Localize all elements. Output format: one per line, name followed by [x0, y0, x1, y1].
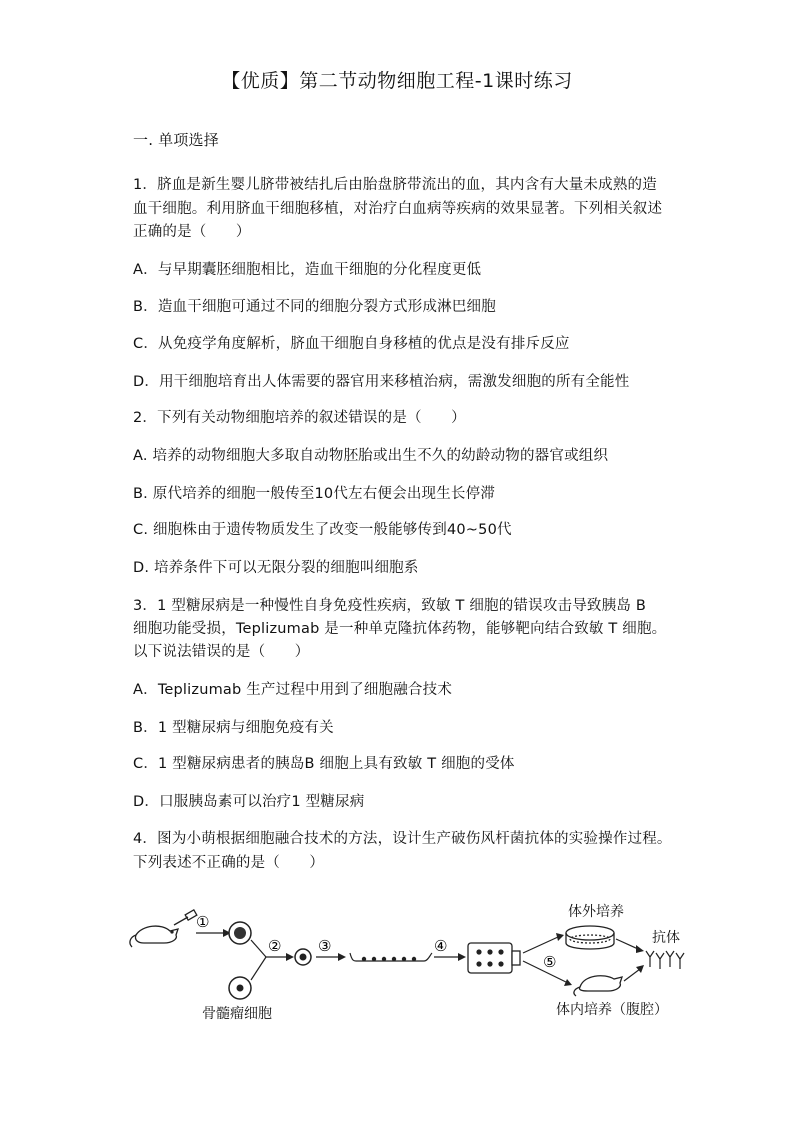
q1-stem-line-2: 血干细胞。利用脐血干细胞移植，对治疗白血病等疾病的效果显著。下列相关叙述	[133, 201, 663, 217]
q3-option-c: C．1 型糖尿病患者的胰岛B 细胞上具有致敏 T 细胞的受体	[133, 756, 515, 772]
monoclonal-antibody-figure	[128, 895, 688, 1025]
q1-option-b: B．造血干细胞可通过不同的细胞分裂方式形成淋巴细胞	[133, 299, 496, 315]
antibody-label: 抗体	[652, 930, 680, 946]
q3-stem-line-1: 3．1 型糖尿病是一种慢性自身免疫性疾病，致敏 T 细胞的错误攻击导致胰岛 B	[133, 598, 646, 614]
q2-option-b: B. 原代培养的细胞一般传至10代左右便会出现生长停滞	[133, 486, 496, 502]
culture-plate-icon	[350, 953, 432, 961]
arrow-5-up	[523, 937, 558, 953]
q2-option-d: D. 培养条件下可以无限分裂的细胞叫细胞系	[133, 560, 419, 576]
hybridoma-nucleus-icon	[300, 954, 307, 961]
q1-option-c: C．从免疫学角度解析，脐血干细胞自身移植的优点是没有排斥反应	[133, 336, 570, 352]
in-vitro-culture-label: 体外培养	[568, 904, 624, 920]
step-3-label: ③	[318, 937, 332, 955]
arrow-3-head	[338, 953, 346, 961]
step-2-label: ②	[268, 937, 282, 955]
myeloma-cell-label: 骨髓瘤细胞	[202, 1006, 272, 1022]
arrow-to-antibody-top	[616, 939, 638, 949]
step-5-label: ⑤	[543, 953, 557, 971]
mouse-in-vivo-icon	[574, 976, 622, 996]
q4-stem-line-2: 下列表述不正确的是（ ）	[133, 855, 325, 871]
arrow-to-antibody-bottom	[624, 969, 640, 981]
antibody-icon	[646, 951, 684, 969]
in-vivo-culture-label: 体内培养（腹腔）	[556, 1002, 668, 1018]
q1-stem-line-1: 1．脐血是新生婴儿脐带被结扎后由胎盘脐带流出的血，其内含有大量未成熟的造	[133, 177, 657, 193]
q3-option-a: A．Teplizumab 生产过程中用到了细胞融合技术	[133, 682, 453, 698]
q3-option-d: D．口服胰岛素可以治疗1 型糖尿病	[133, 794, 365, 810]
q2-stem: 2．下列有关动物细胞培养的叙述错误的是（ ）	[133, 410, 466, 426]
section-heading: 一. 单项选择	[133, 131, 219, 149]
q2-option-c: C. 细胞株由于遗传物质发生了改变一般能够传到40~50代	[133, 522, 512, 538]
q1-option-a: A．与早期囊胚细胞相比，造血干细胞的分化程度更低	[133, 262, 482, 278]
arrow-to-antibody-top-head	[636, 945, 644, 953]
q4-stem-line-1: 4．图为小萌根据细胞融合技术的方法，设计生产破伤风杆菌抗体的实验操作过程。	[133, 831, 672, 847]
arrow-4-head	[458, 953, 466, 961]
mouse-icon	[130, 926, 178, 947]
myeloma-nucleus-icon	[237, 985, 244, 992]
fusion-line-bottom	[251, 957, 266, 980]
b-cell-nucleus-icon	[234, 927, 246, 939]
q2-option-a: A. 培养的动物细胞大多取自动物胚胎或出生不久的幼龄动物的器官或组织	[133, 448, 609, 464]
step-1-label: ①	[196, 913, 210, 931]
culture-flask-icon	[468, 943, 520, 973]
q3-stem-line-2: 细胞功能受损，Teplizumab 是一种单克隆抗体药物，能够靶向结合致敏 T 细胞。	[133, 621, 667, 637]
q3-option-b: B．1 型糖尿病与细胞免疫有关	[133, 720, 334, 736]
q3-stem-line-3: 以下说法错误的是（ ）	[133, 644, 310, 660]
q1-stem-line-3: 正确的是（ ）	[133, 224, 251, 240]
syringe-icon	[174, 910, 197, 925]
petri-dish-icon	[566, 926, 614, 949]
q1-option-d: D．用干细胞培育出人体需要的器官用来移植治病，需激发细胞的所有全能性	[133, 374, 630, 390]
step-4-label: ④	[434, 937, 448, 955]
fusion-line-top	[251, 940, 266, 957]
page-title: 【优质】第二节动物细胞工程-1课时练习	[221, 70, 573, 92]
arrow-5-up-head	[556, 933, 564, 941]
arrow-5-down-head	[564, 979, 572, 986]
arrow-2-head	[286, 953, 294, 961]
